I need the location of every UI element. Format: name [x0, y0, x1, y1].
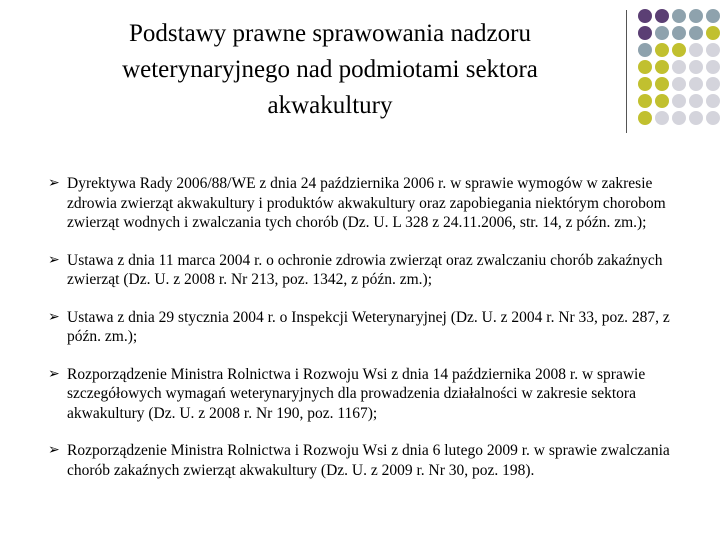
decorative-dot	[638, 26, 652, 40]
decorative-dot	[706, 60, 720, 74]
decorative-dot	[706, 26, 720, 40]
decorative-dot	[672, 77, 686, 91]
decorative-dot	[689, 26, 703, 40]
decorative-dot	[655, 77, 669, 91]
decorative-dot	[689, 77, 703, 91]
decorative-dot	[655, 26, 669, 40]
decorative-dot	[689, 94, 703, 108]
list-item-text: Ustawa z dnia 29 stycznia 2004 r. o Inspekcji Weterynaryjnej (Dz. U. z 2004 r. Nr 33, poz. 287, z późn. zm.);	[67, 308, 670, 345]
decorative-dot	[689, 111, 703, 125]
decorative-dot-grid	[638, 9, 720, 134]
decorative-dot	[689, 43, 703, 57]
list-item-text: Rozporządzenie Ministra Rolnictwa i Rozwoju Wsi z dnia 6 lutego 2009 r. w sprawie zwalczania chorób zakaźnych zwierząt akwakultury (Dz. U. z 2009 r. Nr 30, poz. 198).	[67, 442, 670, 479]
list-item-text: Ustawa z dnia 11 marca 2004 r. o ochronie zdrowia zwierząt oraz zwalczaniu chorób zakaźnych zwierząt (Dz. U. z 2008 r. Nr 213, poz. 1342, z późn. zm.);	[67, 251, 663, 288]
decorative-dot	[638, 9, 652, 23]
decorative-dot	[689, 9, 703, 23]
decorative-dot	[689, 60, 703, 74]
list-item	[48, 308, 696, 347]
decorative-dot	[706, 111, 720, 125]
slide-title: Podstawy prawne sprawowania nadzoru weterynaryjnego nad podmiotami sektora akwakultury	[122, 20, 538, 119]
decorative-dot	[672, 26, 686, 40]
decorative-dot	[655, 9, 669, 23]
decorative-dot	[655, 94, 669, 108]
arrow-bullet-icon: ➢	[48, 442, 60, 458]
divider-line	[626, 10, 627, 133]
decorative-dot	[655, 111, 669, 125]
list-item	[48, 365, 696, 424]
decorative-dot	[706, 77, 720, 91]
decorative-dot	[672, 111, 686, 125]
list-item-text: Rozporządzenie Ministra Rolnictwa i Rozwoju Wsi z dnia 14 października 2008 r. w sprawie szczegółowych wymagań weterynaryjnych dla prowadzenia działalności w zakresie sektora akwakultury (Dz. U. z 2008 r. Nr 190, poz. 1167);	[67, 365, 646, 422]
arrow-bullet-icon: ➢	[48, 251, 60, 268]
legal-basis-list	[48, 174, 696, 498]
list-item	[48, 441, 696, 480]
decorative-dot	[638, 60, 652, 74]
decorative-dot	[672, 43, 686, 57]
decorative-dot	[638, 94, 652, 108]
decorative-dot	[672, 9, 686, 23]
decorative-dot	[706, 9, 720, 23]
list-item	[48, 174, 696, 233]
arrow-bullet-icon: ➢	[48, 308, 60, 325]
decorative-dot	[672, 60, 686, 74]
list-item-text: Dyrektywa Rady 2006/88/WE z dnia 24 października 2006 r. w sprawie wymogów w zakresie zdrowia zwierząt akwakultury i produktów akwakultury oraz zapobiegania niektórym chorobom zwierząt wodnych i zwalczania tych chorób (Dz. U. L 328 z 24.11.2006, str. 14, z późn. zm.);	[67, 175, 666, 231]
decorative-dot	[672, 94, 686, 108]
decorative-dot	[655, 43, 669, 57]
decorative-dot	[638, 77, 652, 91]
arrow-bullet-icon: ➢	[48, 365, 60, 382]
decorative-dot	[706, 94, 720, 108]
decorative-dot	[638, 43, 652, 57]
decorative-dot	[655, 60, 669, 74]
decorative-dot	[638, 111, 652, 125]
list-item	[48, 251, 696, 290]
decorative-dot	[706, 43, 720, 57]
arrow-bullet-icon: ➢	[48, 175, 60, 191]
